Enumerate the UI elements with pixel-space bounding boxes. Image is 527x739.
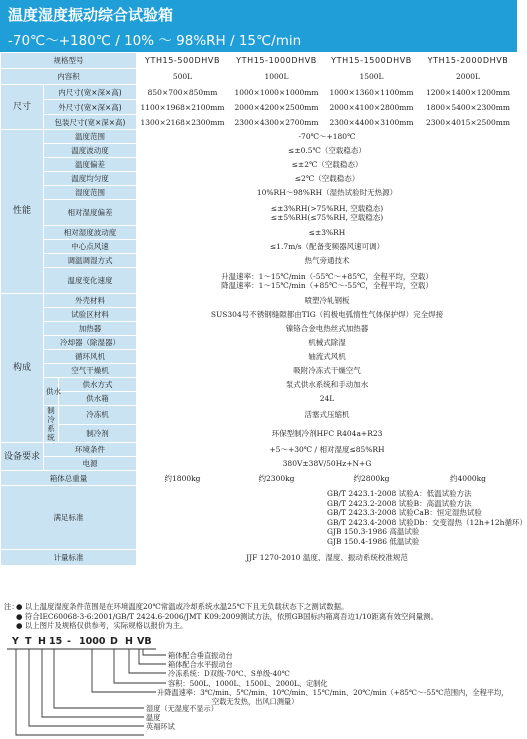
structure-value: 机械式除湿 xyxy=(137,336,518,350)
size-value: 1300×2168×2300mm xyxy=(137,115,229,130)
perf-value: ≤±3%RH xyxy=(137,226,518,240)
notes-prefix: 注： xyxy=(4,602,19,611)
perf-value: 10%RH～98%RH（湿热试验时无热源） xyxy=(137,186,518,200)
structure-label: 冷却器（除湿器） xyxy=(44,336,137,350)
code-char: T xyxy=(25,636,32,647)
perf-value: ≤1.7m/s（配备变频器风速可调） xyxy=(137,240,518,254)
structure-value: 24L xyxy=(137,392,518,406)
size-outer-row xyxy=(1,100,518,115)
metrology-value: JJF 1270-2010 温度、湿度、振动系统校准规范 xyxy=(137,550,518,566)
performance-group: 性能 xyxy=(1,130,44,294)
perf-row xyxy=(1,172,518,186)
code-char: D xyxy=(110,636,118,647)
model-label: 规格型号 xyxy=(1,53,137,69)
code-desc: 冷冻系统：D双级-70℃、S单级-40℃ xyxy=(168,669,290,678)
perf-value: ≤±2℃（空载稳态） xyxy=(137,158,518,172)
perf-row xyxy=(1,158,518,172)
title-banner xyxy=(0,0,517,52)
code-char: Y xyxy=(12,636,19,647)
note-line xyxy=(4,621,516,631)
code-char: H xyxy=(125,636,133,647)
note-text: ● 以上图片及规格仅供参考，实际规格以报价为主。 xyxy=(16,621,188,631)
perf-label: 温度变化速度 xyxy=(44,268,137,294)
model-1000: YTH15-1000DHVB xyxy=(229,53,325,69)
equipment-group: 设备要求 xyxy=(1,443,44,471)
structure-label: 供水箱 xyxy=(59,392,137,406)
size-pack-row xyxy=(1,115,518,130)
perf-label: 中心点风速 xyxy=(44,240,137,254)
equipment-label: 环境条件 xyxy=(44,443,137,457)
volume-label: 内容积 xyxy=(1,69,137,85)
volume-value: 500L xyxy=(137,69,229,85)
perf-label: 相对湿度偏差 xyxy=(44,200,137,226)
standard-item: GJB 150.4-1986 低温试验 xyxy=(327,536,420,546)
perf-label: 相对湿度波动度 xyxy=(44,226,137,240)
page-subtitle: -70℃～+180℃ / 10% ～ 98%RH / 15℃/min xyxy=(8,33,302,49)
code-desc: 英福环试 xyxy=(146,722,175,731)
structure-row xyxy=(1,364,518,378)
structure-row xyxy=(1,424,518,443)
perf-value: -70℃～+180℃ xyxy=(137,130,518,144)
equipment-row xyxy=(1,457,518,471)
structure-row xyxy=(1,294,518,308)
standards-list xyxy=(137,486,527,550)
structure-row xyxy=(1,350,518,364)
structure-label: 循环风机 xyxy=(44,350,137,364)
model-2000: YTH15-2000DHVB xyxy=(419,53,518,69)
equipment-label: 电源 xyxy=(44,457,137,471)
standards-label: 满足标准 xyxy=(1,486,137,550)
structure-row xyxy=(1,378,518,392)
standard-item: GB/T 2423.2-2008 试验B：高温试验方法 xyxy=(327,498,472,508)
perf-row xyxy=(1,240,518,254)
perf-label: 温度范围 xyxy=(44,130,137,144)
standard-item: GJB 150.3-1986 高温试验 xyxy=(327,527,420,536)
weight-label: 箱体总重量 xyxy=(1,471,137,486)
perf-value-line: ≤±3%RH(>75%RH, 空载稳态) xyxy=(270,203,384,213)
volume-value: 2000L xyxy=(419,69,518,85)
weight-row xyxy=(1,471,518,486)
equipment-row xyxy=(1,443,518,457)
size-pack-label: 包装尺寸(宽×深×高) xyxy=(44,115,137,130)
perf-label: 调温调湿方式 xyxy=(44,254,137,268)
standard-item: GB/T 2423.1-2008 试验A：低温试验方法 xyxy=(327,489,472,498)
structure-value: 轴流式风机 xyxy=(137,350,518,364)
structure-label: 供水方式 xyxy=(59,378,137,392)
size-inner-row xyxy=(1,85,518,100)
model-code-diagram xyxy=(4,636,516,738)
structure-value: 吸附冷冻式干燥空气 xyxy=(137,364,518,378)
structure-value: 活塞式压缩机 xyxy=(137,406,518,425)
standards-row xyxy=(1,486,518,550)
code-desc: 箱体配合水平振动台 xyxy=(168,660,233,669)
refrig-group: 制冷系统 xyxy=(44,406,59,443)
code-char: H xyxy=(38,636,46,647)
perf-value: 热气旁通技术 xyxy=(137,254,518,268)
size-value: 850×700×850mm xyxy=(137,85,229,100)
structure-row xyxy=(1,308,518,322)
water-group: 供水 xyxy=(44,378,59,406)
perf-row xyxy=(1,268,518,294)
perf-label: 温度波动度 xyxy=(44,144,137,158)
note-line xyxy=(4,612,516,622)
code-desc: 箱体配合垂直振动台 xyxy=(168,651,233,660)
perf-row xyxy=(1,186,518,200)
equipment-value: +5～+30℃ / 相对湿度≤85%RH xyxy=(137,443,518,457)
size-outer-label: 外尺寸(宽×深×高) xyxy=(44,100,137,115)
size-value: 1100×1968×2100mm xyxy=(137,100,229,115)
spec-table xyxy=(0,52,527,566)
code-desc: 容积：500L、1000L、1500L、2000L、定制化 xyxy=(168,679,328,688)
structure-value: 环保型制冷剂HFC R404a+R23 xyxy=(137,424,518,443)
size-value: 2300×4300×2700mm xyxy=(229,115,325,130)
perf-row xyxy=(1,144,518,158)
size-value: 1000×1000×1000mm xyxy=(229,85,325,100)
volume-value: 1500L xyxy=(325,69,419,85)
perf-row xyxy=(1,130,518,144)
size-value: 2000×4100×2800mm xyxy=(325,100,419,115)
metrology-row xyxy=(1,550,518,566)
code-desc: 温度 xyxy=(146,713,161,722)
standard-item: GB/T 2423.4-2008 试验Db：交变湿热（12h+12h循环） xyxy=(327,517,527,527)
perf-label: 温度均匀度 xyxy=(44,172,137,186)
perf-row xyxy=(1,200,518,226)
volume-value: 1000L xyxy=(229,69,325,85)
page-title: 温度湿度振动综合试验箱 xyxy=(8,6,174,24)
size-value: 1200×1400×1200mm xyxy=(419,85,518,100)
weight-value: 约1800kg xyxy=(137,471,229,486)
structure-label: 外壳材料 xyxy=(44,294,137,308)
weight-value: 约2300kg xyxy=(229,471,325,486)
size-value: 2300×4400×3100mm xyxy=(325,115,419,130)
structure-value: 镍铬合金电热丝式加热器 xyxy=(137,322,518,336)
note-text: ● 符合IEC60068-3-6:2001/GB/T 2424.6-2006/JMT K09:2009测试方法，依照GB国标内箱离吾边1/10距离有效空间量测。 xyxy=(16,611,438,621)
code-desc: 空载无发热，出风口测量） xyxy=(212,697,299,706)
perf-value xyxy=(137,268,518,294)
structure-label: 制冷剂 xyxy=(59,424,137,443)
perf-value-line: 降温速率：1～15℃/min（+85℃～-55℃，全程平均，空载） xyxy=(221,280,433,290)
code-char: VB xyxy=(137,636,152,647)
structure-label: 冷冻机 xyxy=(59,406,137,425)
size-value: 1000×1360×1100mm xyxy=(325,85,419,100)
code-char: - xyxy=(67,636,71,647)
structure-row xyxy=(1,406,518,425)
structure-row xyxy=(1,336,518,350)
perf-value: ≤2℃（空载稳态） xyxy=(137,172,518,186)
size-inner-label: 内尺寸(宽×深×高) xyxy=(44,85,137,100)
metrology-label: 计量标准 xyxy=(1,550,137,566)
perf-row xyxy=(1,226,518,240)
perf-value xyxy=(137,200,518,226)
structure-label: 加热器 xyxy=(44,322,137,336)
weight-value: 约2800kg xyxy=(325,471,419,486)
notes xyxy=(4,602,516,631)
model-1500: YTH15-1500DHVB xyxy=(325,53,419,69)
structure-row xyxy=(1,322,518,336)
structure-value: 喷塑冷轧钢板 xyxy=(137,294,518,308)
note-text: ● 以上温度湿度条件范围是在环境温度20℃常温或冷却系统水温25℃下且无负载状态下之测试数据。 xyxy=(16,602,349,611)
standard-item: GB/T 2423.3-2008 试验CaB：恒定湿热试验 xyxy=(327,508,482,517)
model-row xyxy=(1,53,518,69)
perf-value: ≤±0.5℃（空载稳态） xyxy=(137,144,518,158)
structure-label: 试验区材料 xyxy=(44,308,137,322)
weight-value: 约4000kg xyxy=(419,471,518,486)
perf-label: 湿度范围 xyxy=(44,186,137,200)
model-500: YTH15-500DHVB xyxy=(137,53,229,69)
code-char: 1000 xyxy=(79,636,106,647)
code-desc: 升降温速率：3℃/min、5℃/min、10℃/min、15℃/min、20℃/min（+85℃～-55℃范围内，全程平均， xyxy=(157,688,509,697)
structure-row xyxy=(1,392,518,406)
equipment-value: 380V±38V/50Hz+N+G xyxy=(137,457,518,471)
perf-value-line: 升温速率：1～15℃/min（-55℃～+85℃，全程平均，空载） xyxy=(221,271,433,281)
volume-row xyxy=(1,69,518,85)
structure-value: 泵式供水系统和手动加水 xyxy=(137,378,518,392)
size-value: 2300×4015×2500mm xyxy=(419,115,518,130)
size-value: 1800×5400×2300mm xyxy=(419,100,518,115)
structure-value: SUS304号不锈钢缝隙都由TIG（钨极电弧惰性气体保护焊）完全焊接 xyxy=(137,308,518,322)
size-group: 尺寸 xyxy=(1,85,44,130)
code-char: 15 xyxy=(49,636,63,647)
code-desc: 湿度（无湿度不显示） xyxy=(146,704,218,713)
size-value: 2000×4200×2500mm xyxy=(229,100,325,115)
perf-row xyxy=(1,254,518,268)
note-line xyxy=(4,602,516,612)
structure-group: 构成 xyxy=(1,294,44,443)
perf-value-line: ≤±5%RH(≤75%RH, 空载稳态) xyxy=(270,212,384,222)
perf-label: 温度偏差 xyxy=(44,158,137,172)
structure-label: 空气干燥机 xyxy=(44,364,137,378)
